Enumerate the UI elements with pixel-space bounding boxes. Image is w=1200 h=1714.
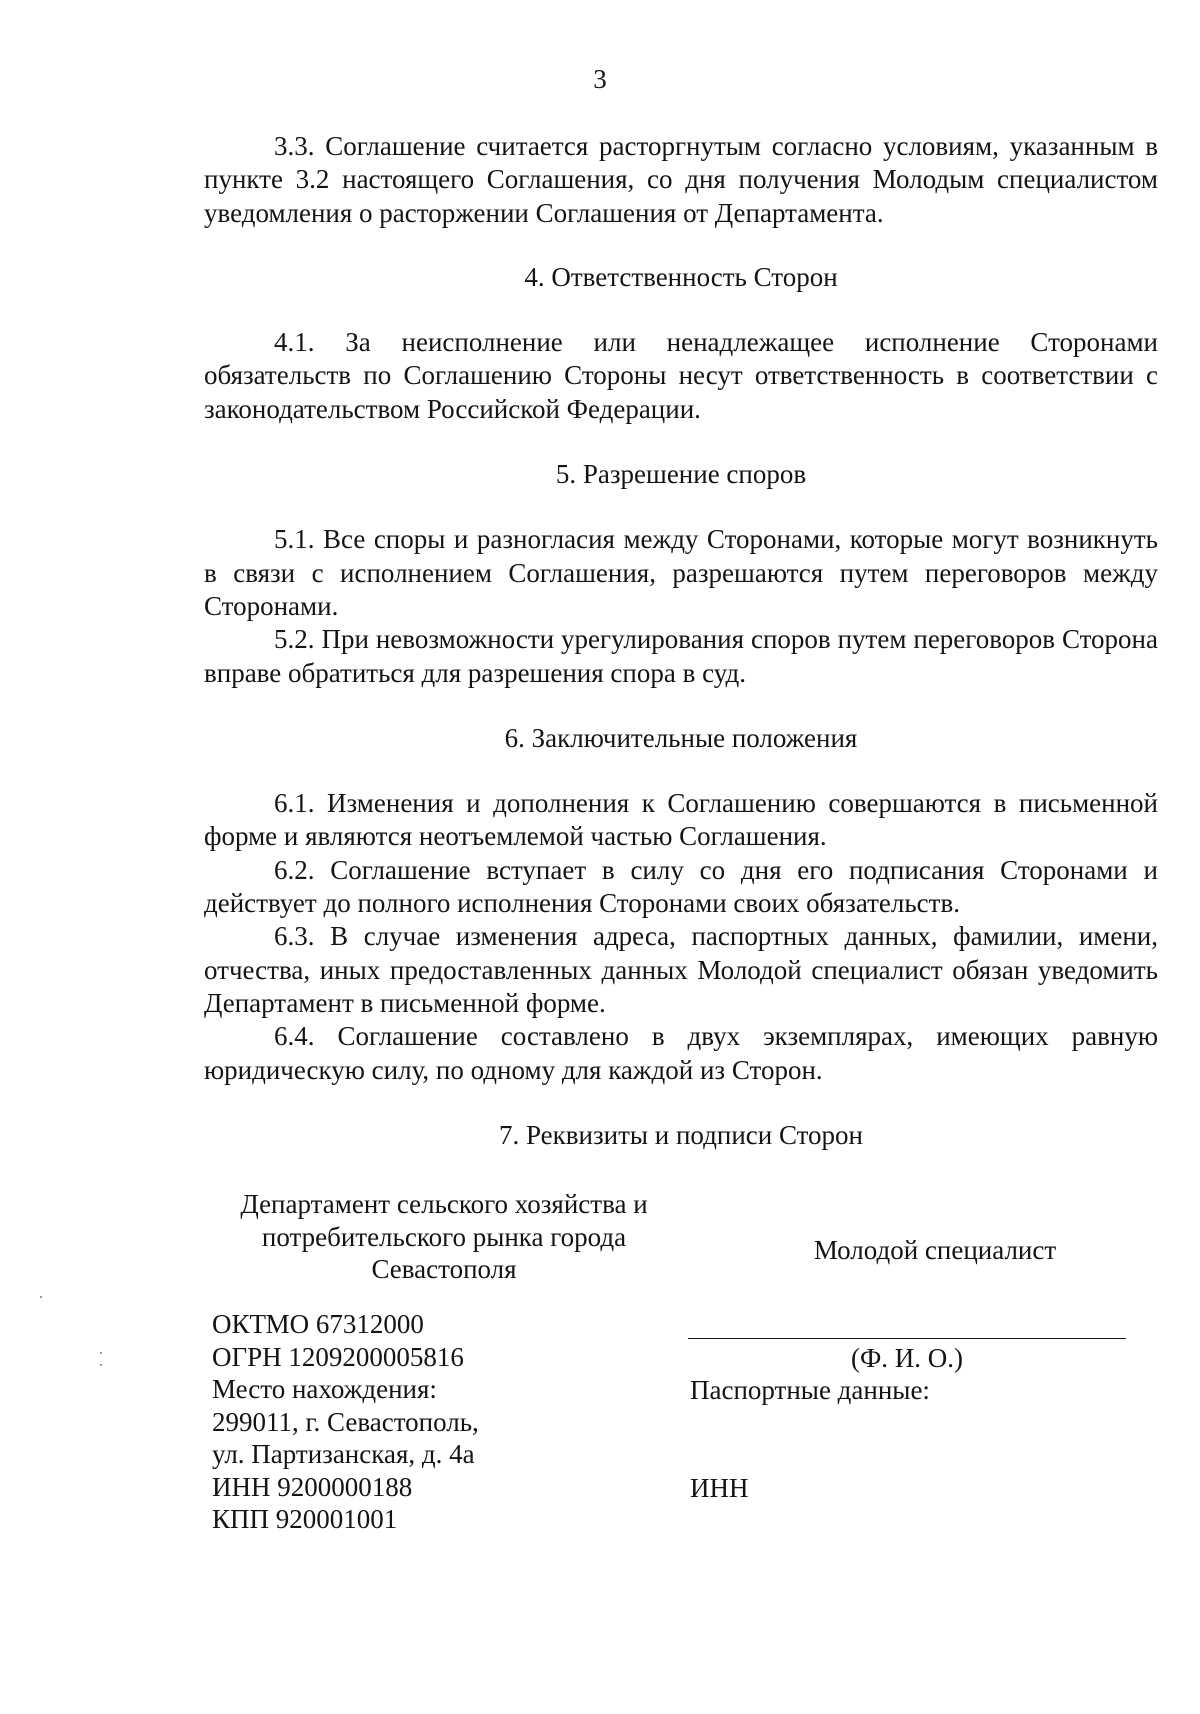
left-party-details [212, 1308, 479, 1536]
left-party-name-line: Севастополя [371, 1254, 517, 1284]
clause-6-1: 6.1. Изменения и дополнения к Соглашению совершаются в письменной форме и являются неотъемлемой частью Соглашения. [204, 788, 1158, 852]
ogrn: ОГРН 1209200005816 [212, 1341, 464, 1372]
oktmo: ОКТМО 67312000 [212, 1309, 424, 1339]
clause-5-1: 5.1. Все споры и разногласия между Сторонами, которые могут возникнуть в связи с исполнением Соглашения, разрешаются путем переговоров между Сторонами. [204, 524, 1158, 621]
right-inn-label: ИНН [690, 1473, 749, 1503]
scan-speck [100, 1352, 102, 1354]
right-party-name: Молодой специалист [813, 1235, 1057, 1265]
section-4-heading: 4. Ответственность Сторон [524, 261, 838, 292]
clause-4-1: 4.1. За неисполнение или ненадлежащее исполнение Сторонами обязательств по Соглашению Стороны несут ответственность в соответствии с законодательством Российской Федерации. [204, 327, 1158, 424]
section-7-heading: 7. Реквизиты и подписи Сторон [499, 1119, 863, 1150]
clause-3-3: 3.3. Соглашение считается расторгнутым согласно условиям, указанным в пункте 3.2 настоящего Соглашения, со дня получения Молодым специалистом уведомления о расторжении Соглашения от Департамента. [204, 131, 1158, 228]
scan-speck [100, 1364, 102, 1366]
address-city: 299011, г. Севастополь, [212, 1406, 479, 1437]
location-label: Место нахождения: [212, 1374, 437, 1404]
section-6-heading: 6. Заключительные положения [504, 722, 858, 753]
address-street: ул. Партизанская, д. 4а [212, 1439, 475, 1469]
left-party-name-line: потребительского рынка города [261, 1221, 627, 1252]
kpp: КПП 920001001 [212, 1504, 398, 1534]
fio-caption: (Ф. И. О.) [850, 1343, 964, 1373]
clause-6-3: 6.3. В случае изменения адреса, паспортных данных, фамилии, имени, отчества, иных предоставленных данных Молодой специалист обязан уведомить Департамент в письменной форме. [204, 921, 1158, 1018]
section-5-heading: 5. Разрешение споров [555, 459, 807, 490]
signature-line [688, 1338, 1126, 1339]
passport-label: Паспортные данные: [690, 1375, 930, 1405]
document-body [204, 130, 1158, 1152]
left-party-name [204, 1188, 684, 1286]
inn: ИНН 9200000188 [212, 1471, 413, 1502]
clause-6-4: 6.4. Соглашение составлено в двух экземплярах, имеющих равную юридическую силу, по одному для каждой из Сторон. [204, 1021, 1158, 1085]
clause-5-2: 5.2. При невозможности урегулирования споров путем переговоров Сторона вправе обратиться для разрешения спора в суд. [204, 624, 1158, 688]
scan-speck [40, 1296, 42, 1298]
left-party-name-line: Департамент сельского хозяйства и [240, 1189, 648, 1219]
clause-6-2: 6.2. Соглашение вступает в силу со дня его подписания Сторонами и действует до полного исполнения Сторонами своих обязательств. [204, 854, 1158, 919]
page-number: 3 [593, 64, 607, 94]
